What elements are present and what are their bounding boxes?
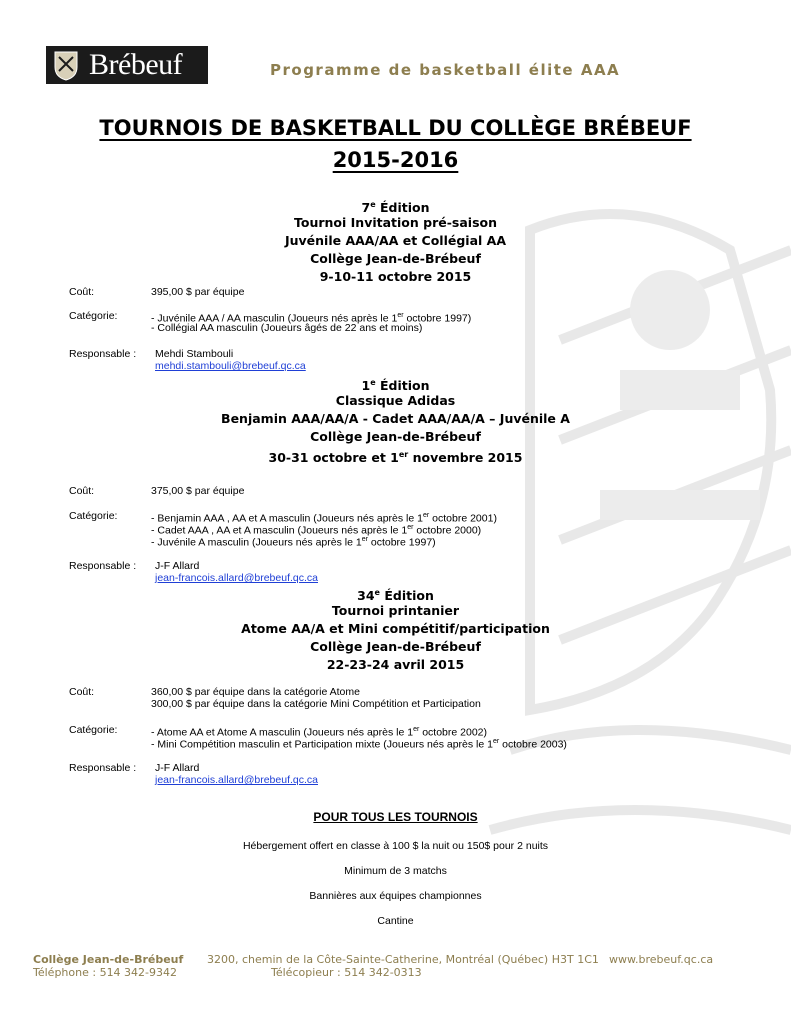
footer-tel: Téléphone : 514 342-9342 [33, 966, 178, 979]
t1-resp-name: Mehdi Stambouli [155, 348, 234, 360]
t2-cout: 375,00 $ par équipe [151, 485, 245, 497]
t2-dates: 30-31 octobre et 1er novembre 2015 [268, 450, 523, 466]
t2-divisions: Benjamin AAA/AA/A - Cadet AAA/AA/A – Juvénile A [221, 411, 570, 426]
t2-resp-label: Responsable : [69, 560, 137, 572]
t1-categorie-label: Catégorie: [69, 310, 118, 322]
t2-cout-label: Coût: [69, 485, 95, 497]
t2-cat2: - Cadet AAA , AA et A masculin (Joueurs nés après le 1er octobre 2000) [151, 524, 482, 537]
all-bannieres: Bannières aux équipes championnes [309, 890, 482, 902]
page-season: 2015-2016 [332, 148, 459, 172]
t3-cat1: - Atome AA et Atome A masculin (Joueurs nés après le 1er octobre 2002) [151, 726, 488, 739]
footer-fax: Télécopieur : 514 342-0313 [271, 966, 422, 979]
t3-resp-name: J-F Allard [155, 762, 200, 774]
t3-lieu: Collège Jean-de-Brébeuf [310, 639, 481, 654]
t1-resp-label: Responsable : [69, 348, 137, 360]
t1-name: Tournoi Invitation pré-saison [294, 215, 497, 230]
t2-cat1: - Benjamin AAA , AA et A masculin (Joueurs nés après le 1er octobre 2001) [151, 512, 497, 525]
t2-resp-name: J-F Allard [155, 560, 200, 572]
t2-edition: 1e Édition [361, 378, 430, 394]
t1-cat2: - Collégial AA masculin (Joueurs âgés de 22 ans et moins) [151, 322, 423, 334]
t2-cat3: - Juvénile A masculin (Joueurs nés après le 1er octobre 1997) [151, 536, 436, 549]
program-title: Programme de basketball élite AAA [270, 61, 621, 79]
t1-lieu: Collège Jean-de-Brébeuf [310, 251, 481, 266]
footer-college: Collège Jean-de-Brébeuf [33, 953, 184, 966]
t2-name: Classique Adidas [335, 393, 456, 408]
footer-web[interactable]: www.brebeuf.qc.ca [609, 953, 714, 966]
t1-edition: 7e Édition [361, 200, 430, 216]
t3-cat2: - Mini Compétition masculin et Participation mixte (Joueurs nés après le 1er octobre 2003) [151, 738, 567, 751]
t1-dates: 9-10-11 octobre 2015 [319, 269, 472, 284]
t1-cout: 395,00 $ par équipe [151, 286, 245, 298]
page-title: TOURNOIS DE BASKETBALL DU COLLÈGE BRÉBEUF [99, 116, 692, 140]
t3-resp-label: Responsable : [69, 762, 137, 774]
t3-resp-email-link[interactable]: jean-francois.allard@brebeuf.qc.ca [155, 774, 318, 786]
all-hebergement: Hébergement offert en classe à 100 $ la nuit ou 150$ pour 2 nuits [242, 840, 549, 852]
brebeuf-logo [46, 46, 208, 84]
t3-divisions: Atome AA/A et Mini compétitif/participation [241, 621, 550, 636]
t3-categorie-label: Catégorie: [69, 724, 118, 736]
t2-resp-email-link[interactable]: jean-francois.allard@brebeuf.qc.ca [155, 572, 318, 584]
t3-edition: 34e Édition [357, 588, 434, 604]
footer-address: 3200, chemin de la Côte-Sainte-Catherine, Montréal (Québec) H3T 1C1 [207, 953, 599, 966]
all-cantine: Cantine [377, 915, 414, 927]
t3-cout1: 360,00 $ par équipe dans la catégorie Atome [151, 686, 360, 698]
t2-lieu: Collège Jean-de-Brébeuf [310, 429, 481, 444]
t3-dates: 22-23-24 avril 2015 [326, 657, 465, 672]
t3-cout2: 300,00 $ par équipe dans la catégorie Mini Compétition et Participation [151, 698, 481, 710]
t1-cat1: - Juvénile AAA / AA masculin (Joueurs nés après le 1er octobre 1997) [151, 312, 472, 325]
t1-divisions: Juvénile AAA/AA et Collégial AA [284, 233, 507, 248]
logo-text: Brébeuf [89, 48, 183, 81]
t2-categorie-label: Catégorie: [69, 510, 118, 522]
t3-cout-label: Coût: [69, 686, 95, 698]
all-minimum: Minimum de 3 matchs [344, 865, 447, 877]
t1-cout-label: Coût: [69, 286, 95, 298]
t1-resp-email-link[interactable]: mehdi.stambouli@brebeuf.qc.ca [155, 360, 306, 372]
all-tournaments-heading: POUR TOUS LES TOURNOIS [313, 810, 478, 824]
crest-icon [51, 49, 81, 81]
t3-name: Tournoi printanier [331, 603, 460, 618]
